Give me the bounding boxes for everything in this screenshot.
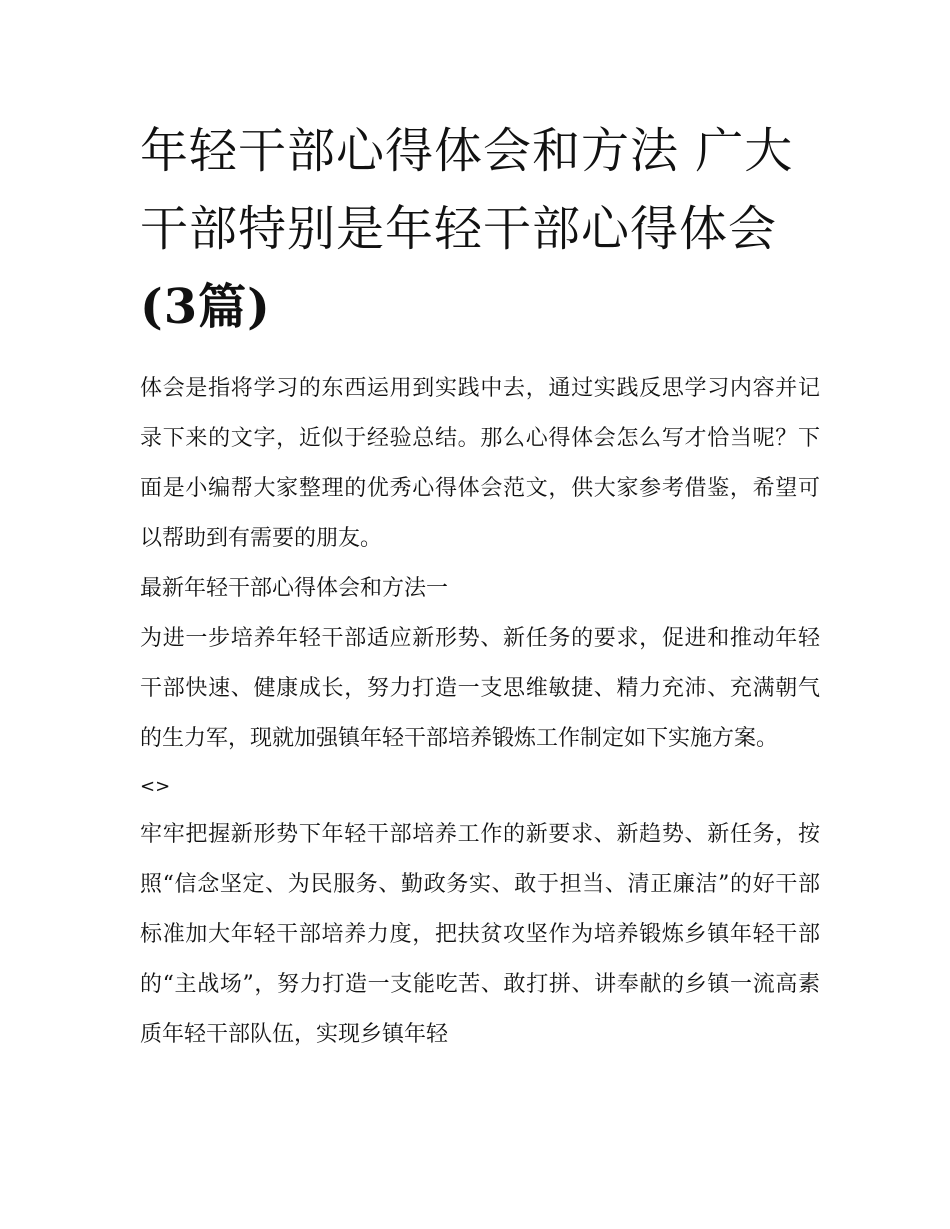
title-text: 年轻干部心得体会和方法 广大干部特别是年轻干部心得体会 <box>140 123 794 257</box>
intro-paragraph: 体会是指将学习的东西运用到实践中去，通过实践反思学习内容并记录下来的文字，近似于经验总结。那么心得体会怎么写才恰当呢？下面是小编帮大家整理的优秀心得体会范文，供大家参考借鉴，希望可以帮助到有需要的朋友。 <box>140 376 820 551</box>
document-page <box>140 112 820 1060</box>
section-marker: <> <box>140 776 171 797</box>
document-title <box>140 112 820 346</box>
body-paragraph-1: 为进一步培养年轻干部适应新形势、新任务的要求，促进和推动年轻干部快速、健康成长，努力打造一支思维敏捷、精力充沛、充满朝气的生力军，现就加强镇年轻干部培养锻炼工作制定如下实施方案。 <box>140 626 820 751</box>
section-heading: 最新年轻干部心得体会和方法一 <box>140 576 449 601</box>
title-count: (3篇) <box>140 279 271 335</box>
body-paragraph-2: 牢牢把握新形势下年轻干部培养工作的新要求、新趋势、新任务，按照“信念坚定、为民服务、勤政务实、敢于担当、清正廉洁”的好干部标准加大年轻干部培养力度，把扶贫攻坚作为培养锻炼乡镇年轻干部的“主战场”，努力打造一支能吃苦、敢打拼、讲奉献的乡镇一流高素质年轻干部队伍，实现乡镇年轻 <box>140 822 820 1047</box>
